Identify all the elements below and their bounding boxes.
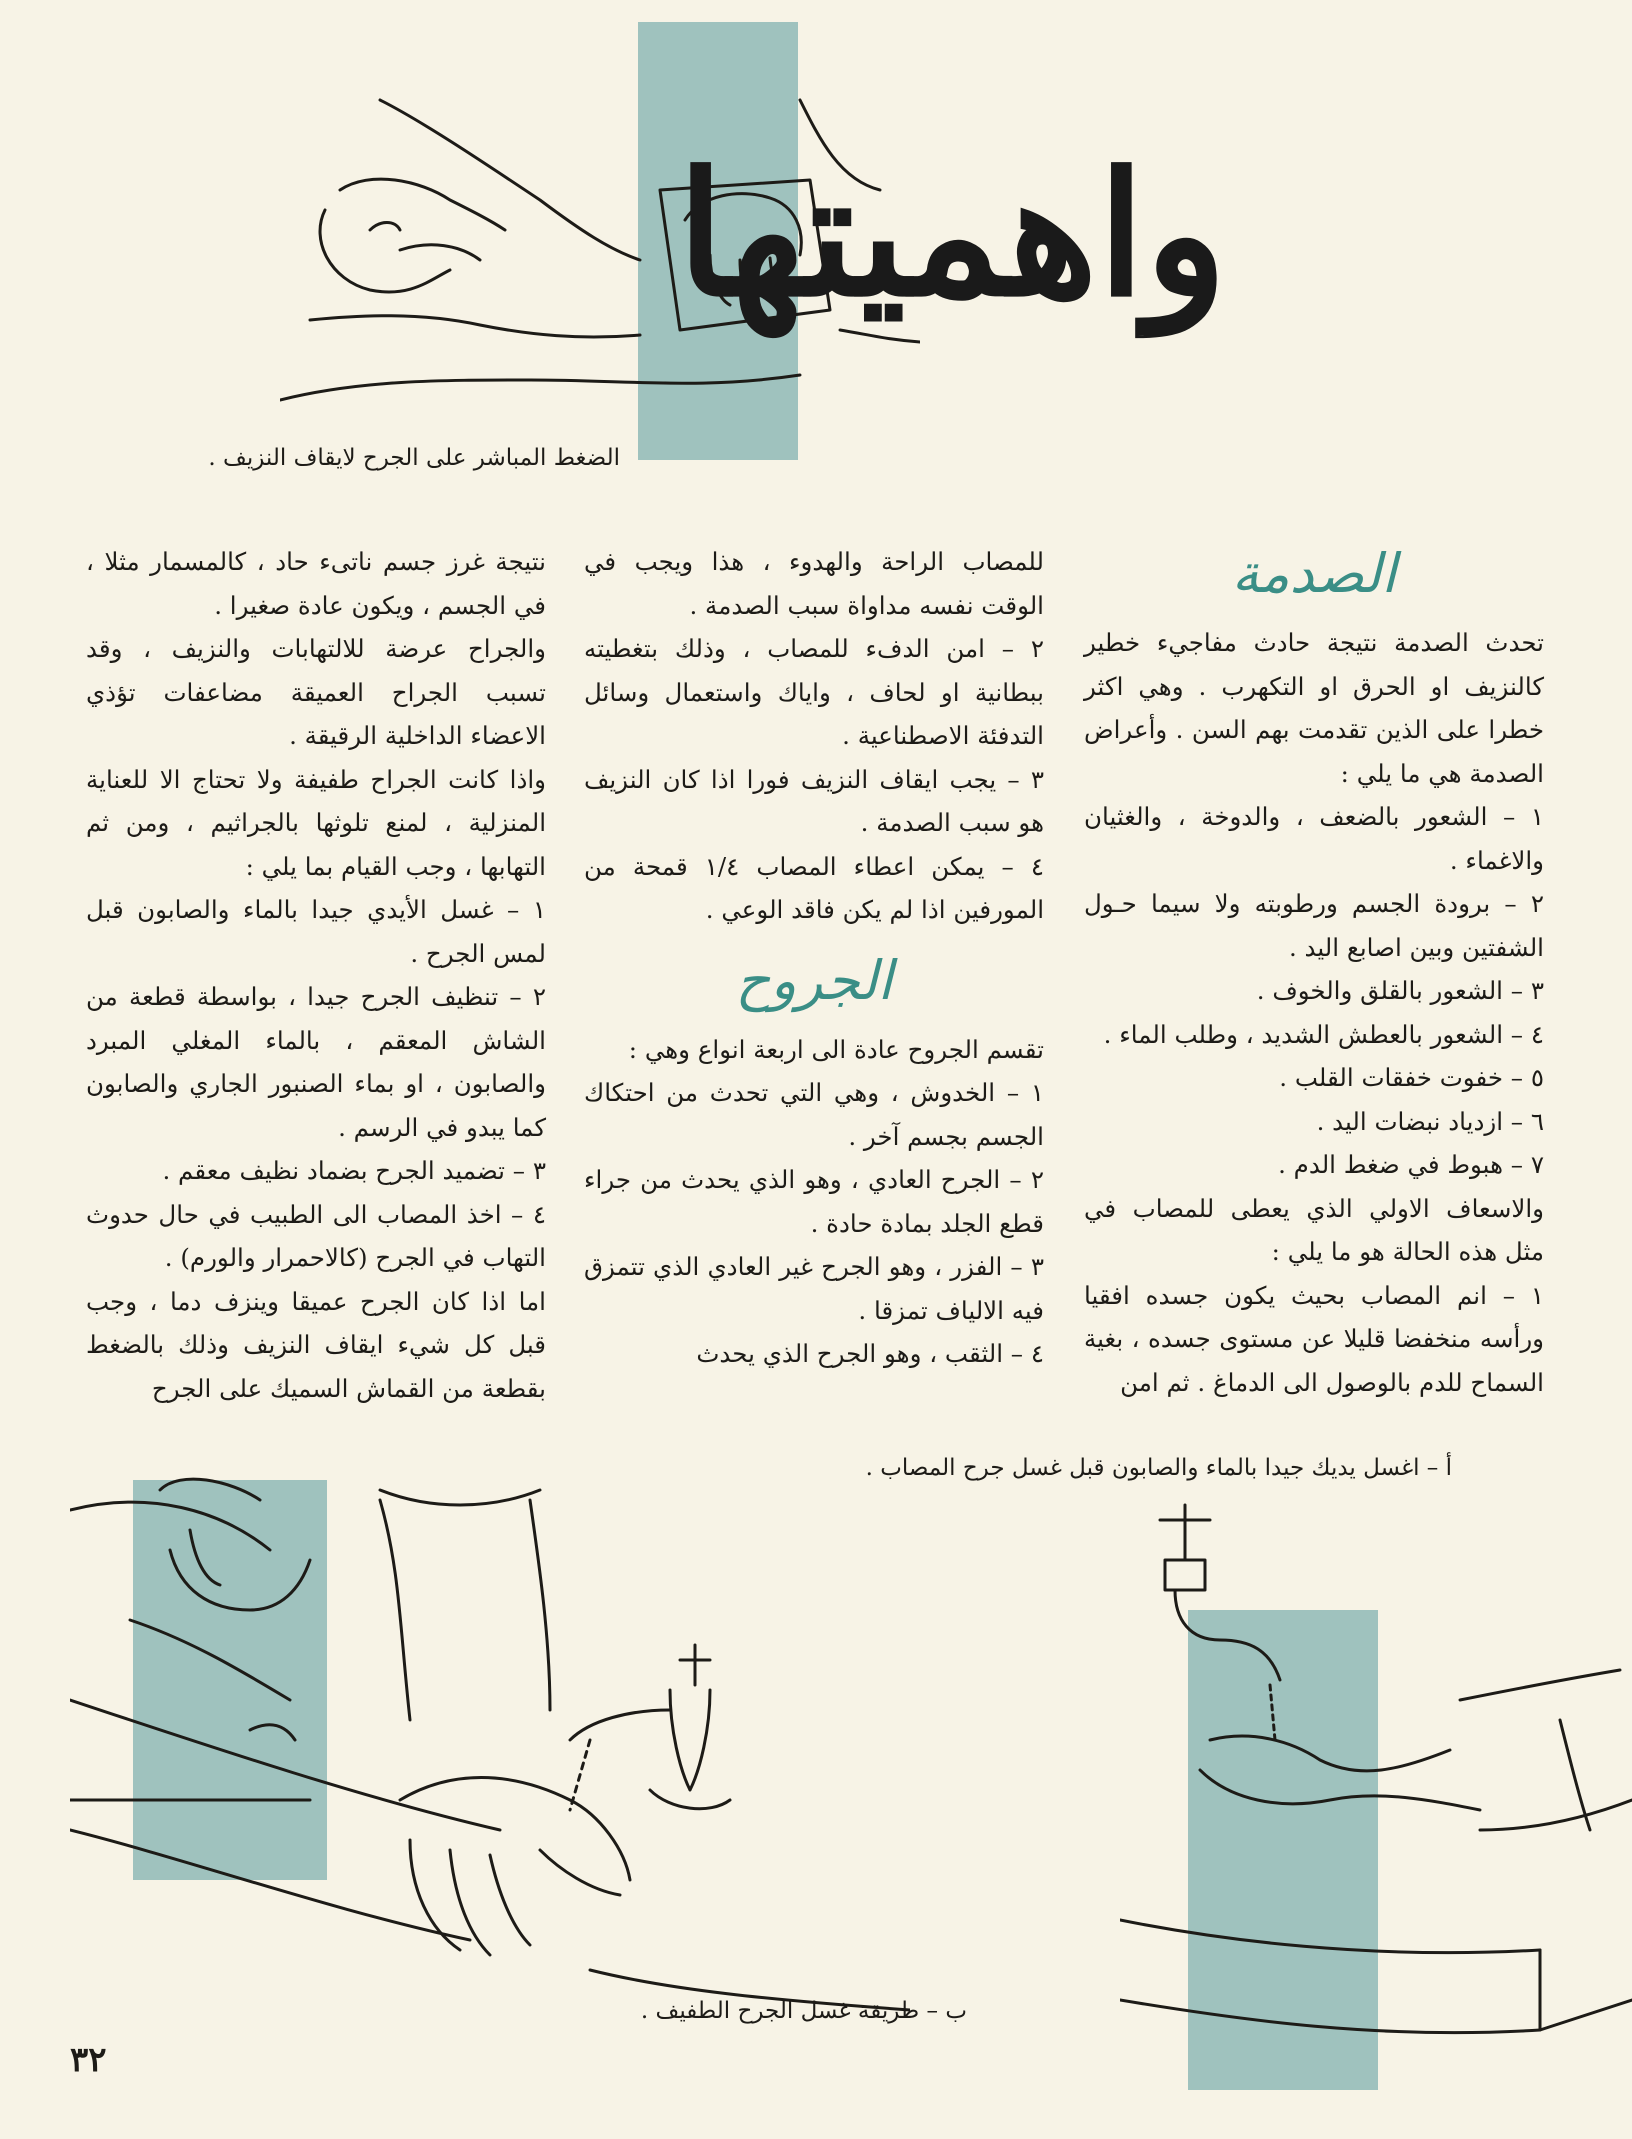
wash-wound-illustration <box>70 1470 910 2030</box>
list-item: ٢ – برودة الجسم ورطوبته ولا سيما حـول الشفتين وبين اصابع اليد . <box>1084 889 1544 962</box>
paragraph: نتيجة غرز جسم ناتىء حاد ، كالمسمار مثلا ، في الجسم ، ويكون عادة صغيرا . <box>86 547 546 620</box>
caption-wash-hands: أ – اغسل يديك جيدا بالماء والصابون قبل غسل جرح المصاب . <box>865 1455 1452 1481</box>
list-item: ٢ – تنظيف الجرح جيدا ، بواسطة قطعة من الشاش المعقم ، بالماء المغلي المبرد والصابون ، او بماء الصنبور الجاري والصابون كما يبدو في الرسم . <box>86 982 546 1142</box>
list-item: ٥ – خفوت خفقات القلب . <box>1279 1063 1544 1092</box>
list-item: ٧ – هبوط في ضغط الدم . <box>1278 1150 1544 1179</box>
list-item: ١ – انم المصاب بحيث يكون جسده افقيا ورأسه منخفضا قليلا عن مستوى جسده ، بغية السماح للدم بالوصول الى الدماغ . ثم امن <box>1084 1280 1544 1397</box>
list-item: ٣ – يجب ايقاف النزيف فورا اذا كان النزيف هو سبب الصدمة . <box>584 764 1044 837</box>
list-item: ٢ – امن الدفء للمصاب ، وذلك بتغطيته ببطانية او لحاف ، واياك واستعمال وسائل التدفئة الاصطناعية . <box>584 634 1044 750</box>
list-item: ٣ – الشعور بالقلق والخوف . <box>1256 976 1544 1005</box>
list-item: ٤ – يمكن اعطاء المصاب ١/٤ قمحة من المورفين اذا لم يكن فاقد الوعي . <box>584 851 1044 924</box>
list-item: ٢ – الجرح العادي ، وهو الذي يحدث من جراء قطع الجلد بمادة حادة . <box>584 1165 1044 1238</box>
list-item: ٦ – ازدياد نبضات اليد . <box>1316 1106 1544 1136</box>
caption-pressure: الضغط المباشر على الجرح لايقاف النزيف . <box>208 445 620 471</box>
list-item: ٤ – اخذ المصاب الى الطبيب في حال حدوث التهاب في الجرح (كالاحمرار والورم) . <box>86 1199 546 1272</box>
paragraph: تقسم الجروح عادة الى اربعة انواع وهي : <box>628 1034 1044 1064</box>
paragraph: واذا كانت الجراح طفيفة ولا تحتاج الا للعناية المنزلية ، لمنع تلوثها بالجراثيم ، ومن ثم التهابها ، وجب القيام بما يلي : <box>86 764 546 881</box>
paragraph: للمصاب الراحة والهدوء ، هذا ويجب في الوقت نفسه مداواة سبب الصدمة . <box>584 547 1044 620</box>
wash-hands-illustration <box>1120 1500 1632 2100</box>
page-number: ٣٢ <box>70 2040 107 2080</box>
list-item: ١ – الشعور بالضعف ، والدوخة ، والغثيان والاغماء . <box>1084 802 1544 875</box>
heading-shock: الصدمة <box>1231 542 1397 605</box>
paragraph: اما اذا كان الجرح عميقا وينزف دما ، وجب قبل كل شيء ايقاف النزيف وذلك بالضغط بقطعة من القماش السميك على الجرح <box>86 1286 546 1403</box>
column-middle <box>584 540 1044 1376</box>
paragraph: والاسعاف الاولي الذي يعطى للمصاب في مثل هذه الحالة هو ما يلي : <box>1084 1193 1544 1266</box>
paragraph: تحدث الصدمة نتيجة حادث مفاجيء خطير كالنزيف او الحرق او التكهرب . وهي اكثر خطرا على الذين تقدمت بهم السن . وأعراض الصدمة هي ما يلي : <box>1084 628 1544 788</box>
list-item: ١ – غسل الأيدي جيدا بالماء والصابون قبل لمس الجرح . <box>86 895 546 968</box>
list-item: ١ – الخدوش ، وهي التي تحدث من احتكاك الجسم بجسم آخر . <box>584 1078 1044 1151</box>
list-item: ٣ – الفزر ، وهو الجرح غير العادي الذي تتمزق فيه الالياف تمزقا . <box>584 1252 1044 1325</box>
list-item: ٣ – تضميد الجرح بضماد نظيف معقم . <box>162 1156 546 1185</box>
column-left <box>86 540 546 1410</box>
paragraph: والجراح عرضة للالتهابات والنزيف ، وقد تسبب الجراح العميقة مضاعفات تؤذي الاعضاء الداخلية الرقيقة . <box>86 634 546 750</box>
column-right <box>1084 525 1544 1404</box>
list-item: ٤ – الشعور بالعطش الشديد ، وطلب الماء . <box>1103 1019 1544 1049</box>
main-title: واهميتها <box>676 135 1227 335</box>
heading-wounds: الجروح <box>735 948 893 1012</box>
list-item: ٤ – الثقب ، وهو الجرح الذي يحدث <box>696 1339 1044 1368</box>
caption-wash-wound: ب – طريقة غسل الجرح الطفيف . <box>640 1998 967 2024</box>
